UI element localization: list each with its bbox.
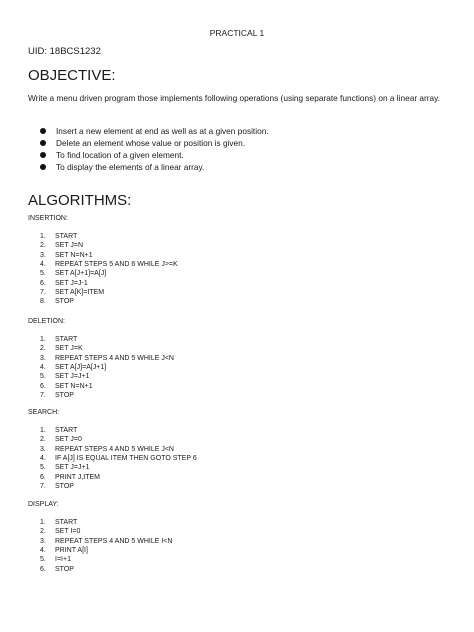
bullet-dot-icon — [40, 164, 46, 170]
list-item: 1. START — [40, 336, 78, 343]
step-text: SET A[J+1]=A[J] — [55, 270, 107, 278]
page-header-title: PRACTICAL 1 — [209, 28, 265, 38]
step-text: STOP — [55, 298, 74, 306]
step-text: PRINT A[I] — [55, 547, 88, 555]
list-item: 3. REPEAT STEPS 4 AND 5 WHILE J<N — [40, 354, 174, 362]
step-text: SET N=N+1 — [55, 382, 93, 390]
uid-label: UID: 18BCS1232 — [28, 46, 101, 57]
bullet-item — [40, 125, 269, 137]
step-text: I=I+1 — [55, 556, 71, 564]
step-text: SET J=N — [55, 242, 84, 250]
list-item: 1. START — [40, 519, 78, 526]
step-text: SET A[K]=ITEM — [55, 289, 105, 297]
list-item: 8. STOP — [40, 298, 74, 306]
step-text: STOP — [55, 565, 74, 573]
step-text: SET J=0 — [55, 436, 82, 444]
step-text: START — [55, 427, 78, 434]
step-text: SET J=J+1 — [55, 464, 90, 472]
bullet-text: To find location of a given element. — [56, 150, 184, 160]
display-steps — [40, 518, 172, 574]
search-title: SEARCH: — [28, 409, 60, 416]
list-item: 5. SET A[J+1]=A[J] — [40, 270, 107, 278]
bullet-item — [40, 161, 269, 173]
list-item: 6. PRINT J,ITEM — [40, 473, 100, 481]
objective-heading — [28, 67, 116, 84]
list-item: 5. SET J=J+1 — [40, 373, 90, 381]
list-item: 2. SET J=0 — [40, 436, 82, 444]
bullet-text: Insert a new element at end as well as at a given position. — [56, 126, 269, 136]
list-item: 1. START — [40, 427, 78, 434]
bullet-item — [40, 137, 269, 149]
objective-heading-colon: : — [111, 67, 116, 84]
list-item: 5. I=I+1 — [40, 556, 71, 564]
list-item: 1. START — [40, 233, 78, 240]
list-item: 2. SET J=K — [40, 345, 83, 353]
list-item: 4. IF A[J] IS EQUAL ITEM THEN GOTO STEP 6 — [40, 455, 197, 463]
bullet-dot-icon — [40, 128, 46, 134]
step-text: SET J=J+1 — [55, 373, 90, 381]
list-item: 7. STOP — [40, 483, 74, 491]
list-item: 2. SET J=N — [40, 242, 84, 250]
step-text: REPEAT STEPS 4 AND 5 WHILE I<N — [55, 537, 173, 545]
list-item: 7. SET A[K]=ITEM — [40, 289, 105, 297]
list-item: 6. STOP — [40, 565, 74, 573]
list-item: 3. REPEAT STEPS 4 AND 5 WHILE I<N — [40, 537, 173, 545]
step-text: SET N=N+1 — [55, 251, 93, 259]
step-text: SET A[J]=A[J+1] — [55, 364, 107, 372]
step-text: STOP — [55, 483, 74, 491]
bullet-text: Delete an element whose value or position is given. — [56, 138, 246, 148]
step-text: START — [55, 336, 78, 343]
list-item: 5. SET J=J+1 — [40, 464, 90, 472]
list-item: 7. STOP — [40, 392, 74, 400]
objective-description: Write a menu driven program those implements following operations (using separate functions) on a linear array. — [28, 93, 440, 103]
list-item: 6. SET N=N+1 — [40, 382, 93, 390]
search-steps — [40, 426, 197, 491]
step-text: STOP — [55, 392, 74, 400]
list-item: 3. REPEAT STEPS 4 AND 5 WHILE J<N — [40, 445, 174, 453]
bullet-item — [40, 149, 269, 161]
bullet-text: To display the elements of a linear array. — [56, 162, 205, 172]
list-item: 4. REPEAT STEPS 5 AND 6 WHILE J>=K — [40, 261, 178, 269]
list-item: 4. PRINT A[I] — [40, 547, 88, 555]
objective-bullet-list — [40, 125, 269, 173]
deletion-steps — [40, 335, 174, 400]
objective-heading-text: OBJECTIVE — [28, 67, 112, 84]
step-text: START — [55, 519, 78, 526]
insertion-steps — [40, 232, 178, 307]
step-text: SET I=0 — [55, 528, 81, 536]
list-item: 3. SET N=N+1 — [40, 251, 93, 259]
step-text: SET J=K — [55, 345, 83, 353]
step-text: START — [55, 233, 78, 240]
bullet-dot-icon — [40, 140, 46, 146]
step-text: REPEAT STEPS 4 AND 5 WHILE J<N — [55, 354, 174, 362]
step-text: PRINT J,ITEM — [55, 473, 100, 481]
display-title: DISPLAY: — [28, 501, 59, 508]
deletion-title: DELETION: — [28, 318, 65, 325]
step-text: REPEAT STEPS 5 AND 6 WHILE J>=K — [55, 261, 178, 269]
list-item: 4. SET A[J]=A[J+1] — [40, 364, 107, 372]
insertion-title: INSERTION: — [28, 215, 68, 222]
step-text: IF A[J] IS EQUAL ITEM THEN GOTO STEP 6 — [55, 455, 197, 463]
step-text: REPEAT STEPS 4 AND 5 WHILE J<N — [55, 445, 174, 453]
bullet-dot-icon — [40, 152, 46, 158]
algorithms-heading: ALGORITHMS: — [28, 192, 132, 209]
step-text: SET J=J-1 — [55, 279, 88, 287]
list-item: 6. SET J=J-1 — [40, 279, 88, 287]
list-item: 2. SET I=0 — [40, 528, 81, 536]
